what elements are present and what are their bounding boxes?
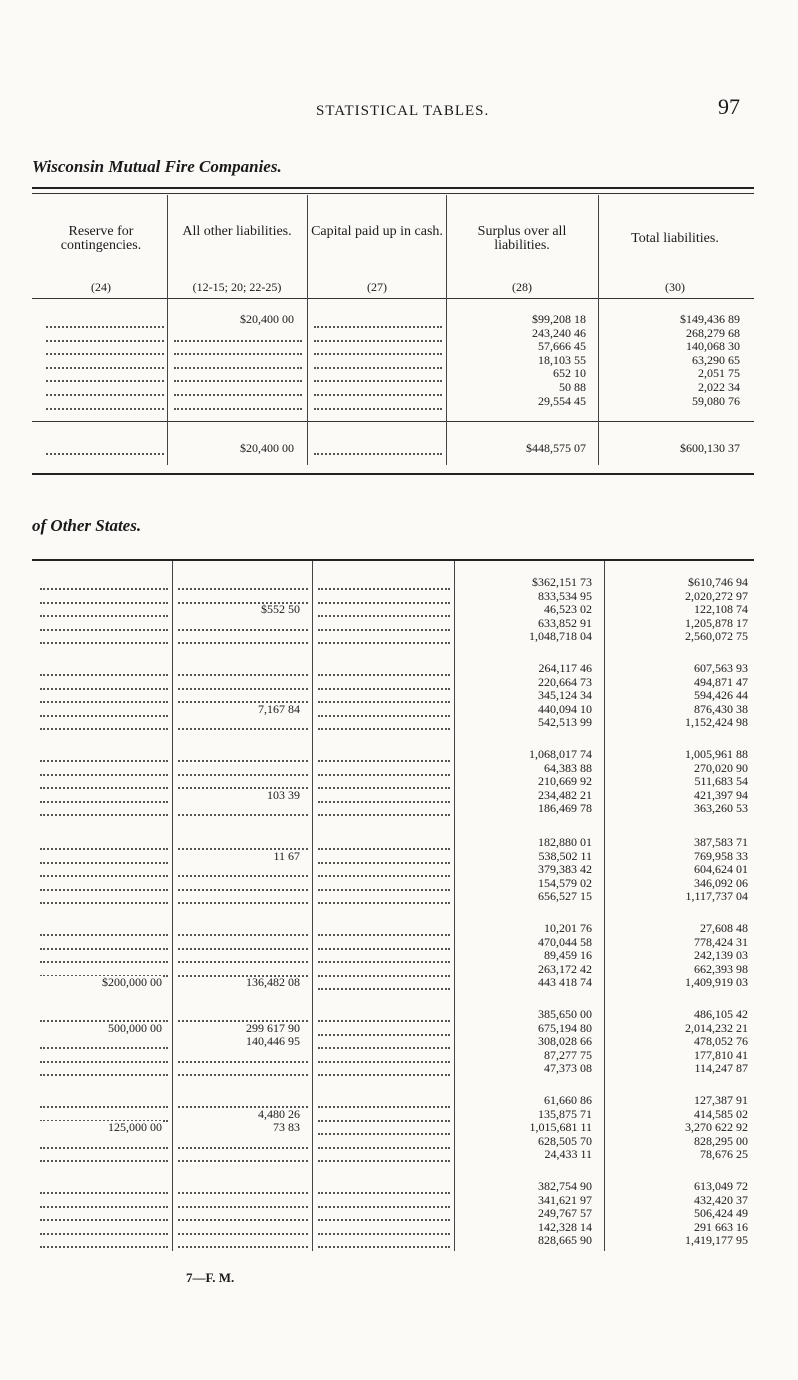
table-cell: 828,295 00: [694, 1133, 748, 1148]
dot-leader: [178, 1223, 308, 1235]
dot-leader: [46, 316, 164, 328]
dot-leader: [318, 619, 450, 631]
dot-leader: [40, 1064, 168, 1076]
column-number: (12-15; 20; 22-25): [192, 280, 282, 294]
table-cell: 1,117,737 04: [685, 889, 748, 904]
table-cell: 478,052 76: [694, 1034, 748, 1049]
table-cell: 122,108 74: [694, 602, 748, 617]
table-cell: $610,746 94: [688, 575, 748, 589]
dot-leader: [318, 1236, 450, 1248]
dot-leader: [40, 664, 168, 676]
dot-leader: [40, 605, 168, 617]
dot-leader: [318, 865, 450, 877]
dot-leader: [174, 343, 302, 355]
column-divider: [446, 195, 447, 465]
table-cell: 63,290 65: [692, 352, 740, 367]
dot-leader: [314, 370, 442, 382]
dot-leader: [318, 632, 450, 644]
dot-leader: [318, 965, 450, 977]
table-cell: 2,051 75: [698, 366, 740, 381]
table-cell: 511,683 54: [694, 774, 748, 789]
table-cell: 1,005,961 88: [685, 747, 748, 761]
table-cell: 242,139 03: [694, 948, 748, 963]
dot-leader: [318, 1024, 450, 1036]
table-cell: 500,000 00: [40, 1022, 162, 1036]
dot-leader: [178, 804, 308, 816]
table-cell: 1,068,017 74: [529, 747, 592, 761]
column-header-other-liabilities: All other liabilities.: [182, 224, 292, 239]
dot-leader: [178, 1182, 308, 1194]
table-cell: 127,387 91: [694, 1093, 748, 1107]
table-cell: 186,469 78: [538, 801, 592, 816]
table-cell: $149,436 89: [680, 312, 740, 326]
table-cell: 494,871 47: [694, 674, 748, 689]
table-cell: 264,117 46: [538, 661, 592, 675]
dot-leader: [318, 664, 450, 676]
other-liabilities-value: $20,400 00: [240, 312, 294, 326]
dot-leader: [178, 879, 308, 891]
dot-leader: [40, 804, 168, 816]
dot-leader: [178, 924, 308, 936]
dot-leader: [40, 838, 168, 850]
total-other-liabilities: $20,400 00: [240, 441, 294, 455]
dot-leader: [314, 398, 442, 410]
dot-leader: [40, 678, 168, 690]
dot-leader: [40, 865, 168, 877]
table-cell: 87,277 75: [544, 1047, 592, 1062]
table-cell: 382,754 90: [538, 1179, 592, 1193]
table-cell: 1,048,718 04: [529, 629, 592, 644]
column-divider: [307, 195, 308, 465]
table-bottom-rule: [32, 473, 754, 475]
table-cell: 607,563 93: [694, 661, 748, 675]
dot-leader: [318, 938, 450, 950]
dot-leader: [46, 343, 164, 355]
dot-leader: [314, 443, 442, 455]
table-cell: 1,152,424 98: [685, 715, 748, 730]
dot-leader: [314, 330, 442, 342]
total-liabilities: $600,130 37: [680, 441, 740, 455]
dot-leader: [318, 951, 450, 963]
dot-leader: [318, 1037, 450, 1049]
dot-leader: [40, 938, 168, 950]
table-cell: $362,151 73: [532, 575, 592, 589]
table-cell: $200,000 00: [40, 976, 162, 990]
dot-leader: [318, 879, 450, 891]
table-cell: 2,560,072 75: [685, 629, 748, 644]
page-header-title: STATISTICAL TABLES.: [316, 103, 490, 119]
dot-leader: [314, 384, 442, 396]
table-cell: 27,608 48: [700, 921, 748, 935]
table-cell: 29,554 45: [538, 393, 586, 408]
table-cell: 656,527 15: [538, 889, 592, 904]
dot-leader: [178, 1064, 308, 1076]
table-cell: $99,208 18: [532, 312, 586, 326]
total-surplus: $448,575 07: [526, 441, 586, 455]
dot-leader: [40, 1137, 168, 1149]
dot-leader: [40, 619, 168, 631]
dot-leader: [318, 1182, 450, 1194]
column-header-surplus: Surplus over all liabilities.: [477, 224, 567, 253]
dot-leader: [178, 664, 308, 676]
dot-leader: [318, 605, 450, 617]
table-cell: 594,426 44: [694, 688, 748, 703]
dot-leader: [318, 691, 450, 703]
dot-leader: [318, 892, 450, 904]
table-cell: 10,201 76: [544, 921, 592, 935]
table-cell: 50 88: [559, 379, 586, 394]
table-cell: 89,459 16: [544, 948, 592, 963]
table-cell: 220,664 73: [538, 674, 592, 689]
dot-leader: [318, 718, 450, 730]
dot-leader: [178, 1196, 308, 1208]
dot-leader: [40, 578, 168, 590]
table-cell: 11 67: [273, 848, 300, 863]
table-top-rule-thin: [32, 193, 754, 194]
table-cell: 542,513 99: [538, 715, 592, 730]
dot-leader: [318, 1209, 450, 1221]
table-cell: 876,430 38: [694, 701, 748, 716]
table-cell: 379,383 42: [538, 862, 592, 877]
table-cell: 675,194 80: [538, 1020, 592, 1035]
section-title-wisconsin: Wisconsin Mutual Fire Companies.: [32, 157, 282, 176]
table-cell: 769,958 33: [694, 848, 748, 863]
dot-leader: [40, 691, 168, 703]
dot-leader: [40, 750, 168, 762]
table-cell: 299 617 90: [246, 1020, 300, 1035]
table-cell: 61,660 86: [544, 1093, 592, 1107]
dot-leader: [40, 791, 168, 803]
table-cell: 263,172 42: [538, 961, 592, 976]
table-cell: 182,880 01: [538, 835, 592, 849]
column-number: (24): [91, 280, 111, 294]
dot-leader: [178, 632, 308, 644]
dot-leader: [46, 370, 164, 382]
dot-leader: [178, 865, 308, 877]
table-cell: 59,080 76: [692, 393, 740, 408]
table-cell: 142,328 14: [538, 1219, 592, 1234]
table-cell: 613,049 72: [694, 1179, 748, 1193]
table-cell: 3,270 622 92: [685, 1120, 748, 1135]
dot-leader: [46, 384, 164, 396]
table-cell: 243,240 46: [532, 325, 586, 340]
dot-leader: [318, 804, 450, 816]
table-cell: 345,124 34: [538, 688, 592, 703]
dot-leader: [318, 1010, 450, 1022]
dot-leader: [178, 1051, 308, 1063]
table-cell: 414,585 02: [694, 1106, 748, 1121]
dot-leader: [40, 1236, 168, 1248]
column-number: (30): [665, 280, 685, 294]
table-cell: 662,393 98: [694, 961, 748, 976]
dot-leader: [178, 764, 308, 776]
table-top-rule: [32, 187, 754, 189]
table-cell: 538,502 11: [538, 848, 592, 863]
table-cell: 385,650 00: [538, 1007, 592, 1021]
dot-leader: [40, 1209, 168, 1221]
dot-leader: [46, 357, 164, 369]
surplus-column: [452, 313, 586, 408]
column-divider: [167, 195, 168, 465]
dot-leader: [40, 777, 168, 789]
table-cell: 7,167 84: [258, 701, 300, 716]
column-divider: [454, 561, 455, 1251]
dot-leader: [318, 764, 450, 776]
dot-leader: [40, 951, 168, 963]
table-cell: 1,419,177 95: [685, 1233, 748, 1248]
dot-leader: [318, 1051, 450, 1063]
dot-leader: [318, 978, 450, 990]
dot-leader: [178, 678, 308, 690]
dot-leader: [40, 1037, 168, 1049]
dot-leader: [318, 1150, 450, 1162]
table-cell: 628,505 70: [538, 1133, 592, 1148]
dot-leader: [174, 330, 302, 342]
column-divider: [604, 561, 605, 1251]
total-liabilities-column: [604, 313, 740, 408]
column-divider: [172, 561, 173, 1251]
dot-leader: [174, 357, 302, 369]
dot-leader: [178, 1137, 308, 1149]
table-cell: 73 83: [273, 1120, 300, 1135]
dot-leader: [318, 1223, 450, 1235]
dot-leader: [40, 718, 168, 730]
column-divider: [598, 195, 599, 465]
dot-leader: [318, 1123, 450, 1135]
table-cell: 633,852 91: [538, 615, 592, 630]
table-cell: 486,105 42: [694, 1007, 748, 1021]
table-cell: 421,397 94: [694, 787, 748, 802]
column-header-capital: Capital paid up in cash.: [311, 224, 443, 239]
table-cell: 778,424 31: [694, 934, 748, 949]
header-bottom-rule: [32, 298, 754, 299]
dot-leader: [40, 764, 168, 776]
table-cell: 140,446 95: [246, 1034, 300, 1049]
dot-leader: [318, 1064, 450, 1076]
table-cell: 652 10: [553, 366, 586, 381]
dot-leader: [40, 1182, 168, 1194]
dot-leader: [318, 924, 450, 936]
table-cell: $552 50: [261, 602, 300, 617]
table-cell: 78,676 25: [700, 1147, 748, 1162]
table-cell: 432,420 37: [694, 1192, 748, 1207]
dot-leader: [40, 705, 168, 717]
dot-leader: [178, 951, 308, 963]
dot-leader: [318, 838, 450, 850]
dot-leader: [40, 892, 168, 904]
dot-leader: [40, 1096, 168, 1108]
table-cell: 506,424 49: [694, 1206, 748, 1221]
dot-leader: [174, 384, 302, 396]
table-cell: 470,044 58: [538, 934, 592, 949]
table-cell: 1,205,878 17: [685, 615, 748, 630]
table-cell: 604,624 01: [694, 862, 748, 877]
dot-leader: [40, 852, 168, 864]
table-cell: 270,020 90: [694, 760, 748, 775]
dot-leader: [178, 578, 308, 590]
dot-leader: [40, 879, 168, 891]
table-cell: 363,260 53: [694, 801, 748, 816]
column-divider: [312, 561, 313, 1251]
dot-leader: [178, 718, 308, 730]
dot-leader: [318, 777, 450, 789]
table-cell: 125,000 00: [40, 1121, 162, 1135]
table-cell: 4,480 26: [258, 1106, 300, 1121]
dot-leader: [318, 578, 450, 590]
dot-leader: [40, 632, 168, 644]
table-cell: 2,022 34: [698, 379, 740, 394]
table-cell: 443 418 74: [538, 975, 592, 990]
table-cell: 46,523 02: [544, 602, 592, 617]
table-cell: 440,094 10: [538, 701, 592, 716]
table-cell: 136,482 08: [246, 975, 300, 990]
table-cell: 177,810 41: [694, 1047, 748, 1062]
dot-leader: [46, 330, 164, 342]
dot-leader: [40, 592, 168, 604]
table-cell: 234,482 21: [538, 787, 592, 802]
column-header-reserve: Reserve for contingencies.: [60, 224, 142, 253]
dot-leader: [178, 938, 308, 950]
dot-leader: [46, 398, 164, 410]
dot-leader: [318, 1096, 450, 1108]
table-cell: 140,068 30: [686, 339, 740, 354]
column-header-total-liabilities: Total liabilities.: [631, 231, 719, 246]
table-cell: 114,247 87: [694, 1061, 748, 1076]
dot-leader: [318, 592, 450, 604]
table-cell: 2,020,272 97: [685, 588, 748, 603]
table-cell: 268,279 68: [686, 325, 740, 340]
dot-leader: [314, 357, 442, 369]
dot-leader: [178, 1150, 308, 1162]
table-cell: 64,383 88: [544, 760, 592, 775]
column-number: (27): [367, 280, 387, 294]
dot-leader: [318, 852, 450, 864]
dot-leader: [318, 678, 450, 690]
table-cell: 249,767 57: [538, 1206, 592, 1221]
table-cell: 833,534 95: [538, 588, 592, 603]
table-cell: 341,621 97: [538, 1192, 592, 1207]
table-cell: 1,015,681 11: [529, 1120, 592, 1135]
table-cell: 47,373 08: [544, 1061, 592, 1076]
dot-leader: [40, 1051, 168, 1063]
table-cell: 346,092 06: [694, 875, 748, 890]
dot-leader: [40, 1223, 168, 1235]
section-title-other-states: of Other States.: [32, 516, 142, 535]
dot-leader: [314, 316, 442, 328]
dot-leader: [174, 370, 302, 382]
dot-leader: [40, 924, 168, 936]
dot-leader: [178, 1236, 308, 1248]
footer-signature: 7—F. M.: [186, 1270, 235, 1285]
dot-leader: [178, 750, 308, 762]
table-cell: 18,103 55: [538, 352, 586, 367]
dot-leader: [40, 1150, 168, 1162]
page-number: 97: [718, 94, 740, 119]
table-cell: 135,875 71: [538, 1106, 592, 1121]
table2-top-rule: [32, 559, 754, 561]
dot-leader: [318, 705, 450, 717]
table-cell: 387,583 71: [694, 835, 748, 849]
table-cell: 57,666 45: [538, 339, 586, 354]
table-cell: 1,409,919 03: [685, 975, 748, 990]
dot-leader: [178, 892, 308, 904]
table-cell: 2,014,232 21: [685, 1020, 748, 1035]
table-cell: 24,433 11: [544, 1147, 592, 1162]
dot-leader: [178, 619, 308, 631]
dot-leader: [318, 750, 450, 762]
dot-leader: [40, 1196, 168, 1208]
table-cell: 308,028 66: [538, 1034, 592, 1049]
dot-leader: [318, 791, 450, 803]
dot-leader: [174, 398, 302, 410]
column-number: (28): [512, 280, 532, 294]
table-cell: 210,669 92: [538, 774, 592, 789]
dot-leader: [314, 343, 442, 355]
dot-leader: [318, 1110, 450, 1122]
table-cell: 103 39: [267, 787, 300, 802]
dot-leader: [318, 1196, 450, 1208]
dot-leader: [318, 1137, 450, 1149]
table-cell: 154,579 02: [538, 875, 592, 890]
table-cell: 291 663 16: [694, 1219, 748, 1234]
dot-leader: [46, 443, 164, 455]
dot-leader: [178, 1209, 308, 1221]
totals-rule: [32, 421, 754, 422]
table-cell: 828,665 90: [538, 1233, 592, 1248]
